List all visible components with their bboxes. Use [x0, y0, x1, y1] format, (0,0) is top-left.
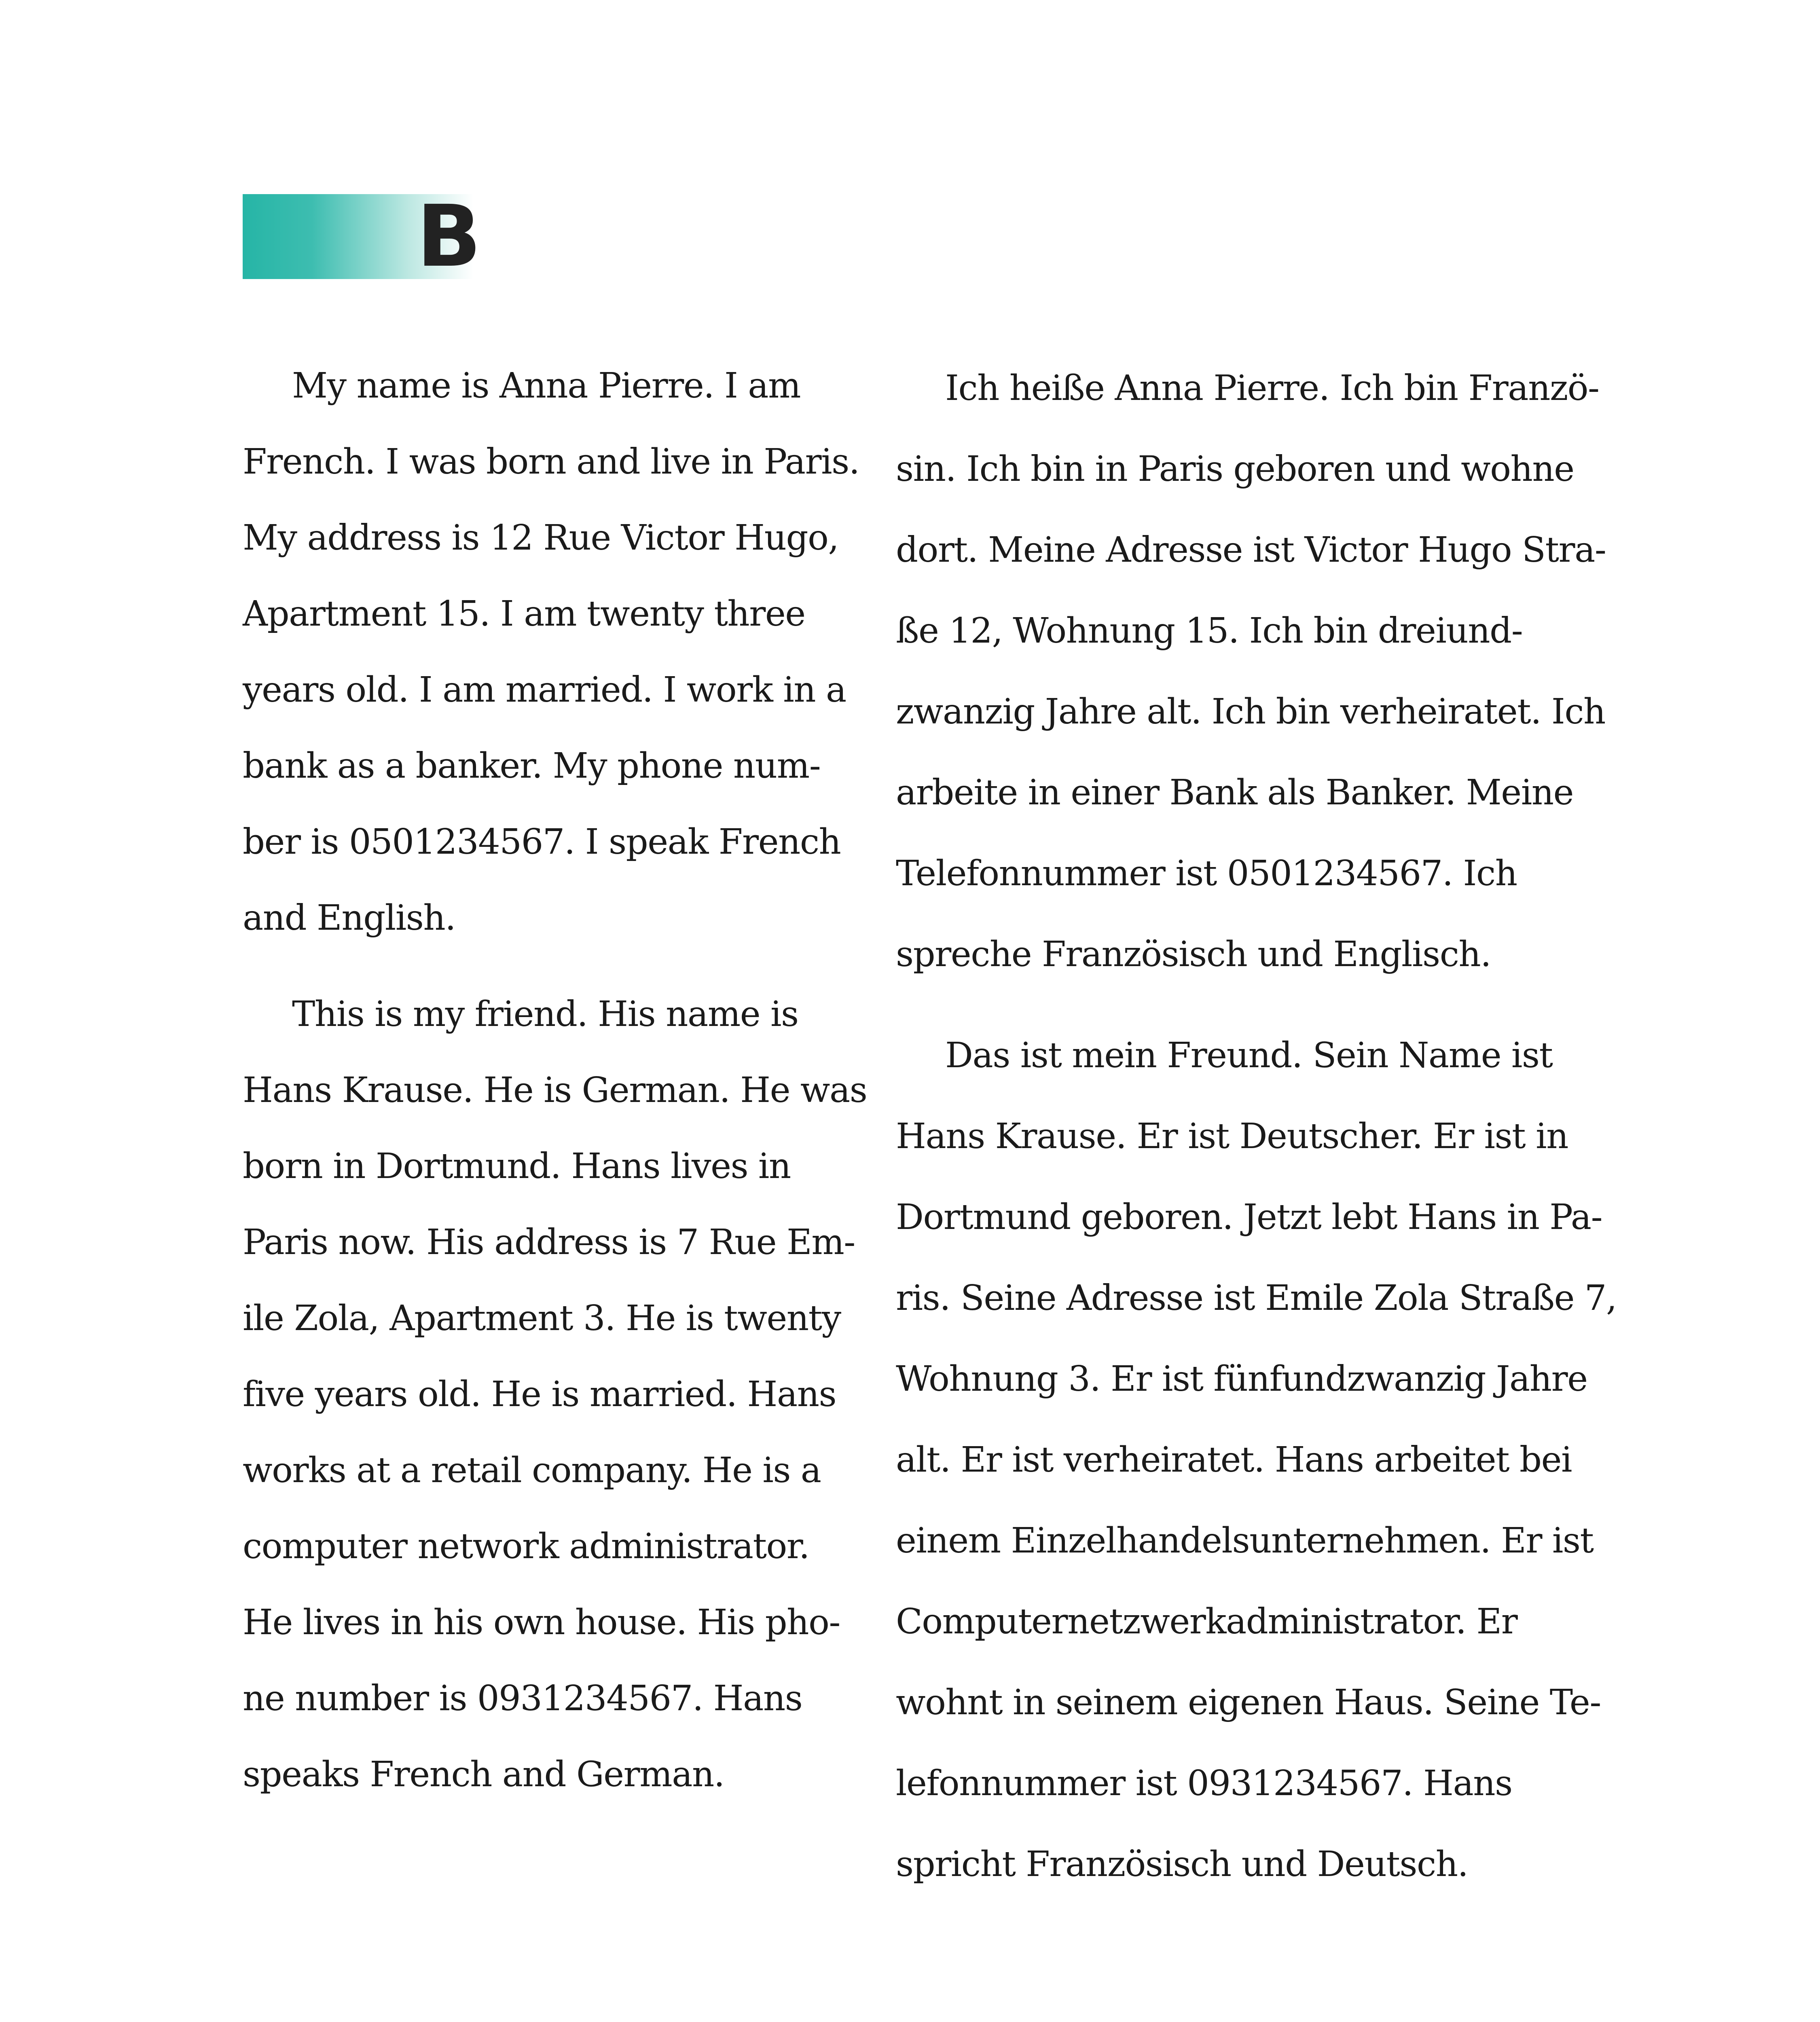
text-line: Wohnung 3. Er ist fünfundzwanzig Jahre	[896, 1359, 1587, 1399]
paragraph-gap	[243, 956, 866, 976]
text-line: einem Einzelhandelsunternehmen. Er ist	[896, 1521, 1594, 1561]
text-line: This is my friend. His name is	[292, 994, 798, 1034]
text-line: spricht Französisch und Deutsch.	[896, 1844, 1468, 1885]
english-paragraph-2	[243, 976, 866, 1813]
text-line: He lives in his own house. His pho-	[243, 1602, 840, 1643]
text-line: five years old. He is married. Hans	[243, 1374, 836, 1415]
text-line: wohnt in seinem eigenen Haus. Seine Te-	[896, 1682, 1601, 1723]
text-line: ne number is 0931234567. Hans	[243, 1678, 802, 1719]
text-line: Das ist mein Freund. Sein Name ist	[945, 1035, 1553, 1076]
text-line: born in Dortmund. Hans lives in	[243, 1146, 791, 1187]
german-paragraph-2	[896, 1015, 1624, 1905]
text-line: ris. Seine Adresse ist Emile Zola Straße 7,	[896, 1278, 1617, 1318]
text-line: dort. Meine Adresse ist Victor Hugo Stra-	[896, 530, 1606, 570]
german-paragraph-1	[896, 348, 1624, 995]
text-line: arbeite in einer Bank als Banker. Meine	[896, 772, 1573, 813]
text-line: lefonnummer ist 0931234567. Hans	[896, 1763, 1512, 1804]
text-line: spreche Französisch und Englisch.	[896, 934, 1491, 975]
section-letter: B	[417, 187, 482, 286]
text-line: ber is 0501234567. I speak French	[243, 822, 841, 862]
paragraph-gap	[896, 995, 1624, 1015]
text-line: years old. I am married. I work in a	[243, 670, 846, 710]
english-paragraph-1	[243, 348, 866, 956]
text-line: French. I was born and live in Paris.	[243, 442, 859, 482]
text-line: Computernetzwerkadministrator. Er	[896, 1601, 1517, 1642]
text-line: Hans Krause. Er ist Deutscher. Er ist in	[896, 1116, 1568, 1157]
text-line: Hans Krause. He is German. He was	[243, 1070, 867, 1110]
text-line: Ich heiße Anna Pierre. Ich bin Franzö-	[945, 368, 1599, 408]
text-line: Apartment 15. I am twenty three	[243, 594, 805, 634]
text-line: speaks French and German.	[243, 1754, 724, 1795]
text-line: alt. Er ist verheiratet. Hans arbeitet bei	[896, 1440, 1572, 1480]
text-line: ile Zola, Apartment 3. He is twenty	[243, 1298, 841, 1339]
text-line: works at a retail company. He is a	[243, 1450, 821, 1491]
text-line: Dortmund geboren. Jetzt lebt Hans in Pa-	[896, 1197, 1602, 1237]
text-line: and English.	[243, 898, 456, 938]
text-line: ße 12, Wohnung 15. Ich bin dreiund-	[896, 611, 1523, 651]
text-line: computer network administrator.	[243, 1526, 809, 1567]
text-line: Telefonnummer ist 0501234567. Ich	[896, 853, 1517, 894]
text-line: My name is Anna Pierre. I am	[292, 366, 801, 406]
text-line: sin. Ich bin in Paris geboren und wohne	[896, 449, 1574, 489]
german-column	[896, 348, 1624, 1905]
text-line: Paris now. His address is 7 Rue Em-	[243, 1222, 855, 1263]
text-line: My address is 12 Rue Victor Hugo,	[243, 518, 839, 558]
text-line: zwanzig Jahre alt. Ich bin verheiratet. Ich	[896, 692, 1605, 732]
english-column	[243, 348, 866, 1813]
text-line: bank as a banker. My phone num-	[243, 746, 821, 786]
